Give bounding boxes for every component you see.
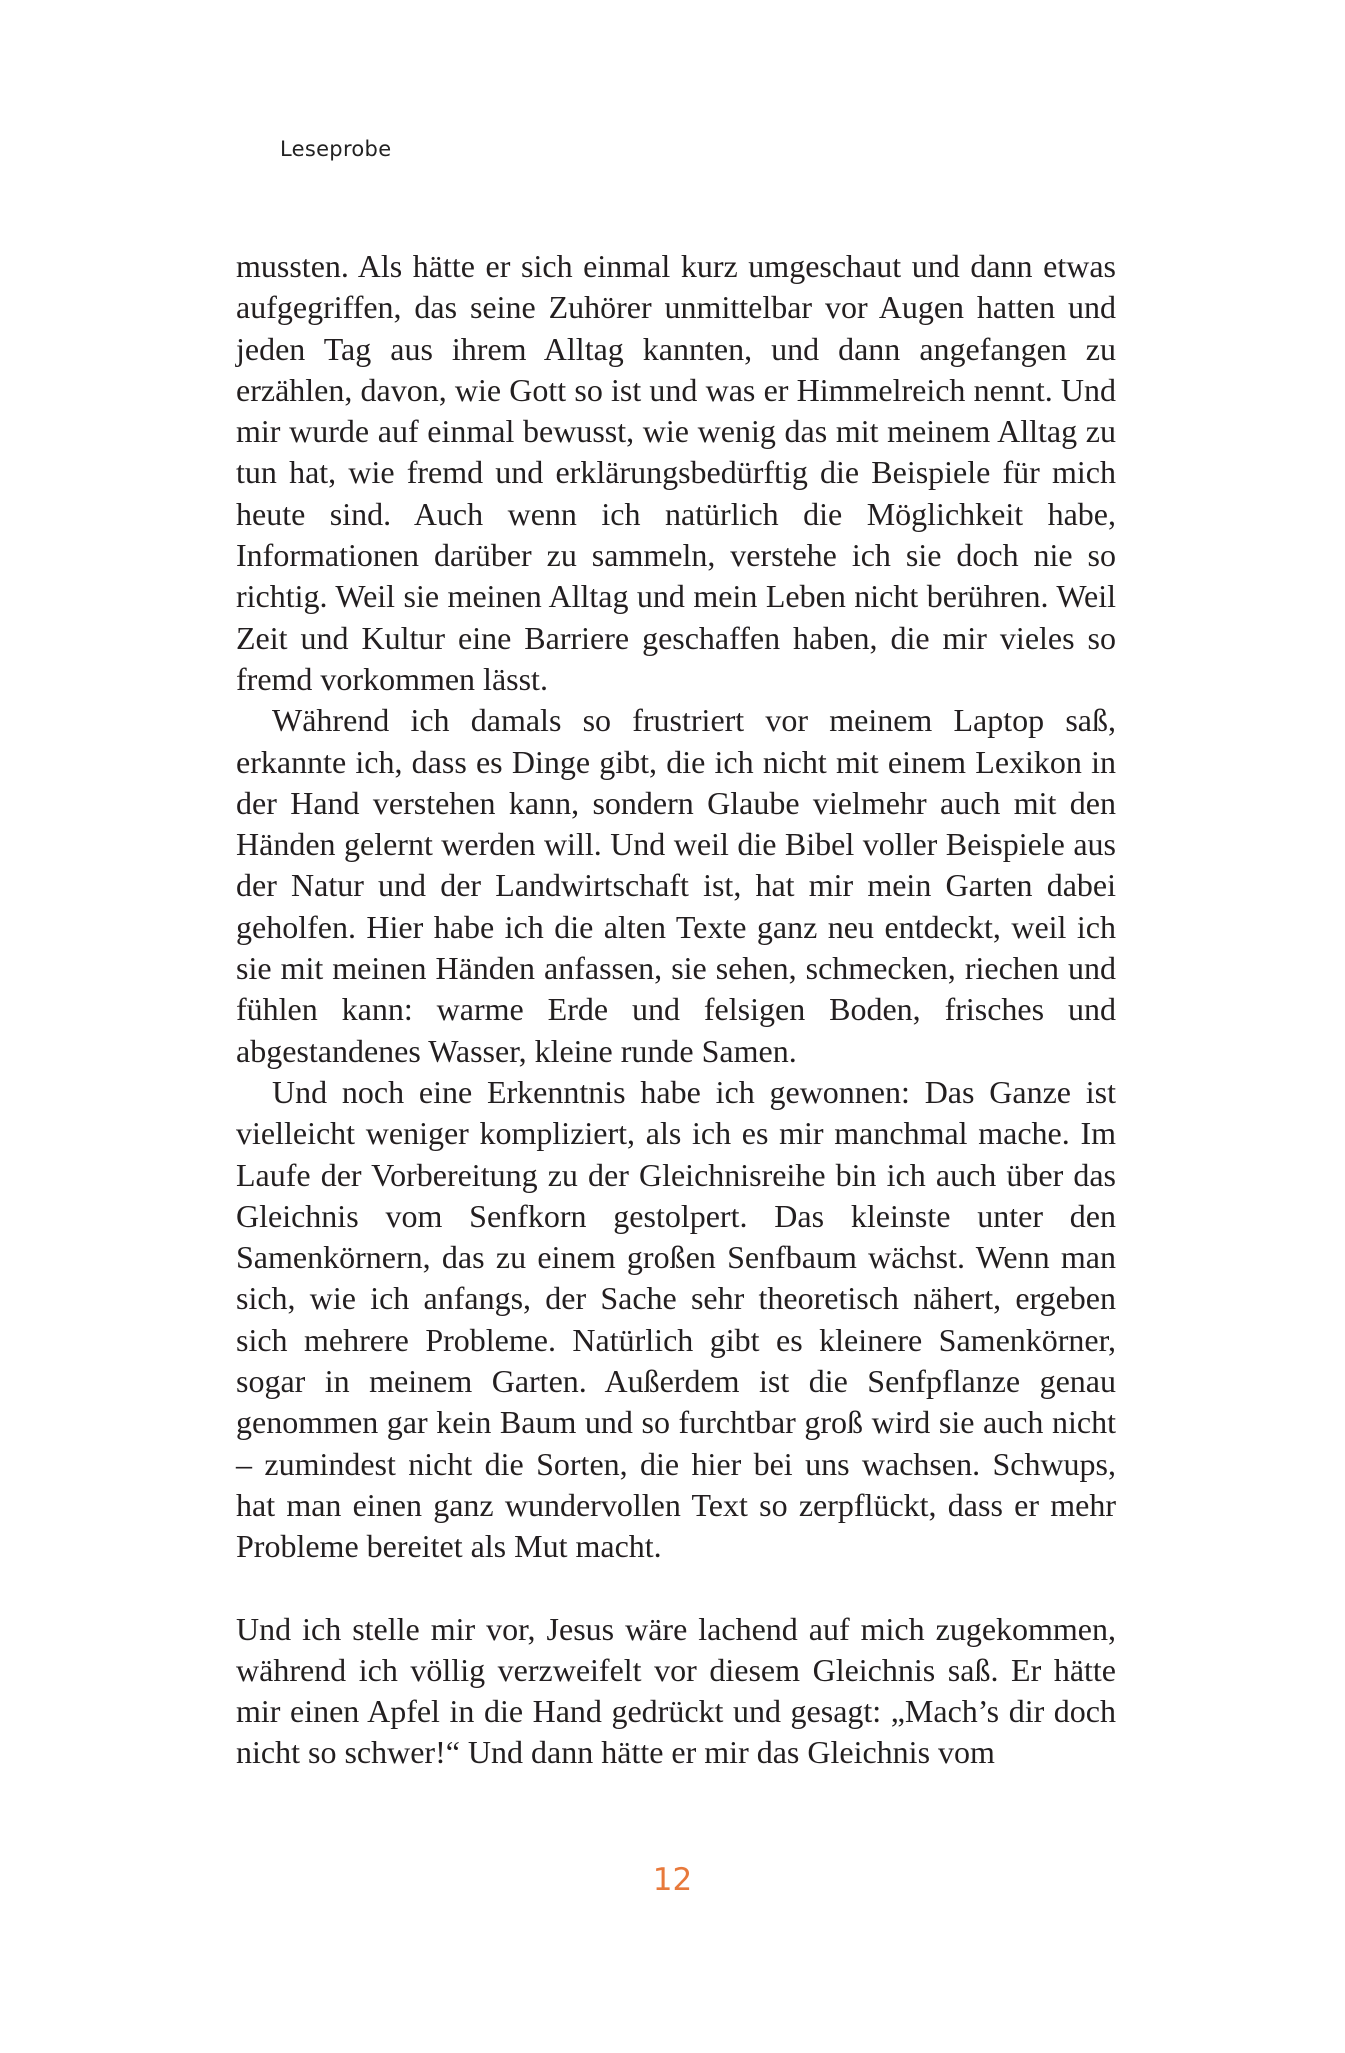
running-title: Leseprobe: [280, 137, 392, 161]
body-text: [236, 246, 1116, 1774]
page-number: 12: [652, 1862, 693, 1898]
paragraph-4: Und ich stelle mir vor, Jesus wäre lachend auf mich zugekommen, während ich völlig verzweifelt vor diesem Gleichnis saß. Er hätte mir einen Apfel in die Hand gedrückt und gesagt: „Mach’s dir doch nicht so schwer!“ Und dann hätte er mir das Gleichnis vom: [236, 1610, 1116, 1771]
paragraph-3: Und noch eine Erkenntnis habe ich gewonnen: Das Ganze ist vielleicht weniger kompliziert, als ich es mir manchmal mache. Im Laufe der Vorbereitung zu der Gleichnisreihe bin ich auch über das Gleichnis vom Senfkorn gestolpert. Das kleinste unter den Samenkörnern, das zu einem großen Senfbaum wächst. Wenn man sich, wie ich anfangs, der Sache sehr theoretisch nähert, ergeben sich mehrere Probleme. Natürlich gibt es kleinere Samenkörner, sogar in meinem Garten. Außerdem ist die Senfpflanze genau genommen gar kein Baum und so furchtbar groß wird sie auch nicht – zumindest nicht die Sorten, die hier bei uns wachsen. Schwups, hat man einen ganz wundervollen Text so zerpflückt, dass er mehr Probleme bereitet als Mut macht.: [236, 1073, 1116, 1565]
paragraph-1: mussten. Als hätte er sich einmal kurz umgeschaut und dann etwas aufgegriffen, das seine Zuhörer unmittelbar vor Augen hatten und jeden Tag aus ihrem Alltag kannten, und dann angefangen zu erzählen, davon, wie Gott so ist und was er Himmelreich nennt. Und mir wurde auf einmal bewusst, wie wenig das mit meinem Alltag zu tun hat, wie fremd und erklärungsbedürftig die Beispiele für mich heute sind. Auch wenn ich natürlich die Möglichkeit habe, Informationen darüber zu sammeln, verstehe ich sie doch nie so richtig. Weil sie meinen Alltag und mein Leben nicht berühren. Weil Zeit und Kultur eine Barriere geschaffen haben, die mir vieles so fremd vorkommen lässt.: [236, 248, 1116, 697]
paragraph-2: Während ich damals so frustriert vor meinem Laptop saß, erkannte ich, dass es Dinge gibt, die ich nicht mit einem Lexikon in der Hand verstehen kann, sondern Glaube vielmehr auch mit den Händen gelernt werden will. Und weil die Bibel voller Beispiele aus der Natur und der Landwirtschaft ist, hat mir mein Garten dabei geholfen. Hier habe ich die alten Texte ganz neu entdeckt, weil ich sie mit meinen Händen anfassen, sie sehen, schmecken, riechen und fühlen kann: warme Erde und felsigen Boden, frisches und abgestandenes Wasser, kleine runde Samen.: [236, 702, 1116, 1069]
